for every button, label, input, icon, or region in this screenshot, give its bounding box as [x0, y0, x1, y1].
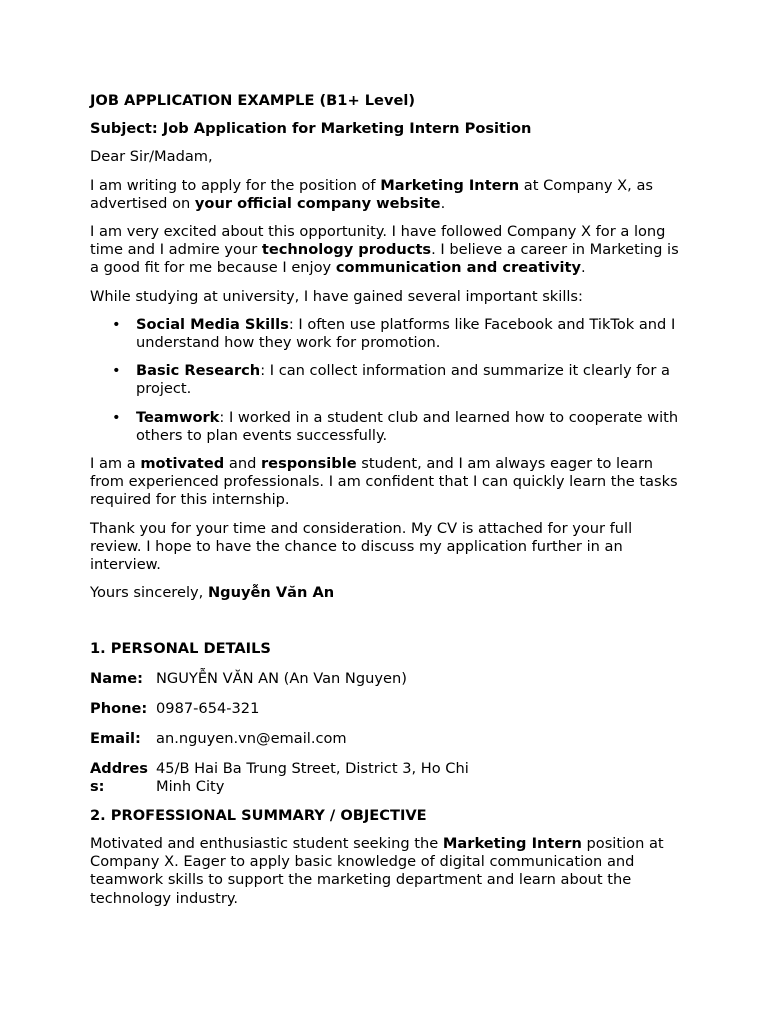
document-title: JOB APPLICATION EXAMPLE (B1+ Level)	[90, 92, 416, 109]
highlight-motivated: motivated	[140, 455, 225, 473]
skill-description: : I worked in a student club and learned how to cooperate with others to plan events successfully.	[136, 408, 679, 444]
letter-paragraph-intro: I am writing to apply for the position of Marketing Intern at Company X, as advertised on your official company website.	[90, 176, 654, 212]
detail-row-name	[90, 670, 680, 688]
summary-position-name: Marketing Intern	[442, 834, 582, 852]
skill-name: Teamwork	[136, 408, 220, 426]
skill-name: Basic Research	[136, 362, 261, 380]
skill-name: Social Media Skills	[136, 315, 289, 333]
detail-row-phone	[90, 700, 680, 718]
detail-label: Email:	[90, 730, 141, 748]
letter-paragraph-qualities: I am a motivated and responsible student, and I am always eager to learn from experienced professionals. I am confident that I can quickly learn the tasks required for this internship.	[90, 455, 678, 509]
detail-label: Phone:	[90, 699, 148, 717]
bullet-icon: •	[112, 362, 121, 380]
list-item	[90, 362, 680, 398]
bullet-icon: •	[112, 408, 121, 426]
personal-details-table	[90, 670, 680, 797]
letter-signoff: Yours sincerely, Nguyễn Văn An	[90, 584, 335, 602]
detail-value: NGUYỄN VĂN AN (An Van Nguyen)	[156, 669, 407, 687]
signer-name: Nguyễn Văn An	[207, 584, 335, 602]
section-heading-personal-details: 1. PERSONAL DETAILS	[90, 640, 271, 658]
letter-paragraph-closing: Thank you for your time and consideration. My CV is attached for your full review. I hope to have the chance to discuss my application further in an interview.	[90, 519, 633, 574]
skills-list	[90, 316, 680, 445]
highlight-communication-creativity: communication and creativity	[335, 259, 581, 277]
skill-description: : I can collect information and summarize it clearly for a project.	[136, 362, 670, 398]
skills-intro: While studying at university, I have gained several important skills:	[90, 287, 583, 305]
skill-description: : I often use platforms like Facebook and TikTok and I understand how they work for promotion.	[136, 315, 676, 352]
bullet-icon: •	[112, 315, 121, 333]
detail-value: 0987-654-321	[156, 699, 260, 717]
highlight-technology-products: technology products	[261, 241, 432, 259]
section-heading-summary: 2. PROFESSIONAL SUMMARY / OBJECTIVE	[90, 806, 427, 824]
detail-value: 45/B Hai Ba Trung Street, District 3, Ho Chi Minh City	[156, 760, 469, 796]
letter-subject: Subject: Job Application for Marketing Intern Position	[90, 120, 532, 138]
detail-value: an.nguyen.vn@email.com	[156, 730, 347, 748]
detail-row-address	[90, 760, 680, 796]
position-name: Marketing Intern	[380, 176, 520, 194]
list-item	[90, 316, 680, 352]
highlight-responsible: responsible	[260, 455, 357, 473]
detail-row-email	[90, 730, 680, 748]
document-body	[90, 92, 680, 918]
advert-source: your official company website	[194, 194, 441, 212]
professional-summary: Motivated and enthusiastic student seeking the Marketing Intern position at Company X. Eager to apply basic knowledge of digital communication and teamwork skills to support the marketing department and learn about the technology industry.	[90, 834, 664, 907]
list-item	[90, 409, 680, 445]
letter-greeting: Dear Sir/Madam,	[90, 148, 213, 166]
detail-label: Address:	[90, 760, 148, 796]
detail-label: Name:	[90, 669, 144, 687]
letter-paragraph-motivation: I am very excited about this opportunity. I have followed Company X for a long time and I admire your technology products. I believe a career in Marketing is a good fit for me because I enjoy communication and creativity.	[90, 223, 679, 277]
